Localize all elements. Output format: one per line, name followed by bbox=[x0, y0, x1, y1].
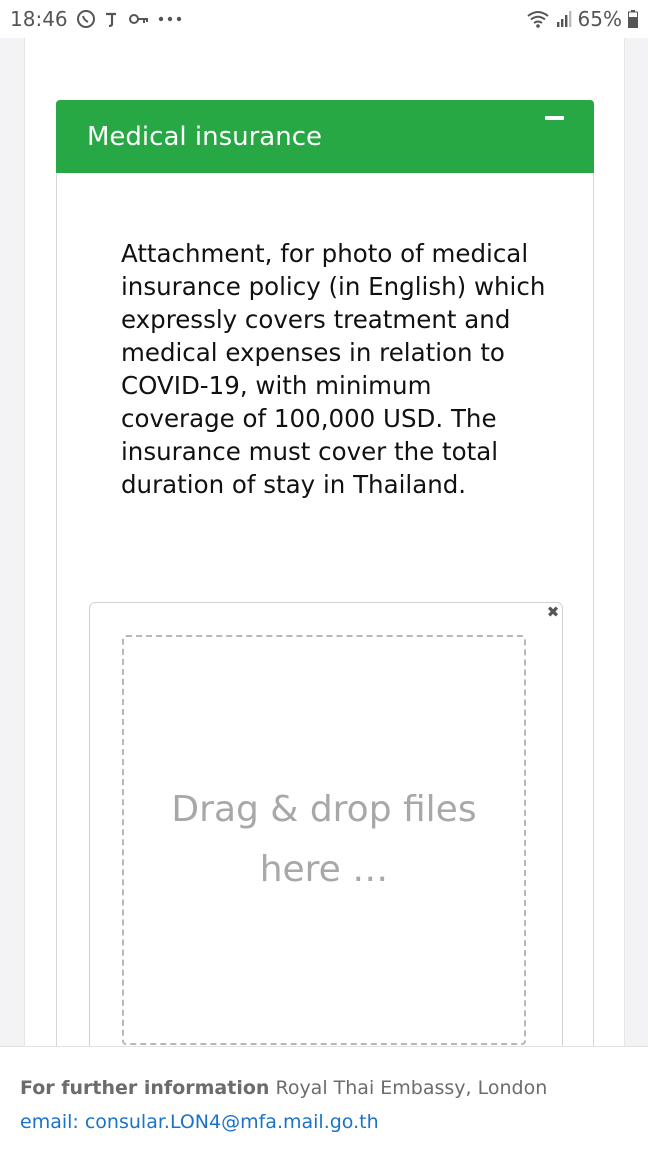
footer-email-label: email: bbox=[20, 1111, 79, 1133]
footer-email-line[interactable] bbox=[20, 1105, 648, 1139]
battery-percent: 65% bbox=[577, 7, 622, 31]
battery-icon bbox=[628, 10, 638, 28]
wifi-icon bbox=[526, 9, 550, 29]
footer bbox=[0, 1046, 648, 1152]
status-bar bbox=[0, 0, 648, 38]
panel-title: Medical insurance bbox=[87, 121, 322, 152]
app-icon bbox=[104, 10, 120, 28]
medical-insurance-panel bbox=[56, 100, 594, 1080]
footer-info-line bbox=[20, 1071, 648, 1105]
dropzone-text: Drag & drop files here … bbox=[171, 789, 477, 890]
vpn-key-icon bbox=[128, 12, 150, 26]
attachment-description: Attachment, for photo of medical insurance policy (in English) which expressly covers treatment and medical expenses in relation to COVID-19, with minimum coverage of 100,000 USD. The insurance must cover the total duration of stay in Thailand. bbox=[121, 239, 546, 499]
signal-icon bbox=[556, 10, 572, 28]
more-icon bbox=[158, 16, 182, 22]
status-time: 18:46 bbox=[10, 7, 68, 31]
footer-email-link[interactable]: consular.LON4@mfa.mail.go.th bbox=[84, 1111, 379, 1133]
remove-file-icon[interactable]: ✖ bbox=[546, 603, 560, 621]
file-dropzone[interactable] bbox=[122, 635, 526, 1045]
file-upload-widget bbox=[89, 602, 563, 1072]
footer-organization: Royal Thai Embassy, London bbox=[275, 1077, 548, 1099]
footer-label: For further information bbox=[20, 1077, 270, 1099]
panel-header[interactable] bbox=[56, 100, 594, 173]
whatsapp-icon bbox=[76, 9, 96, 29]
collapse-icon[interactable] bbox=[545, 116, 564, 120]
